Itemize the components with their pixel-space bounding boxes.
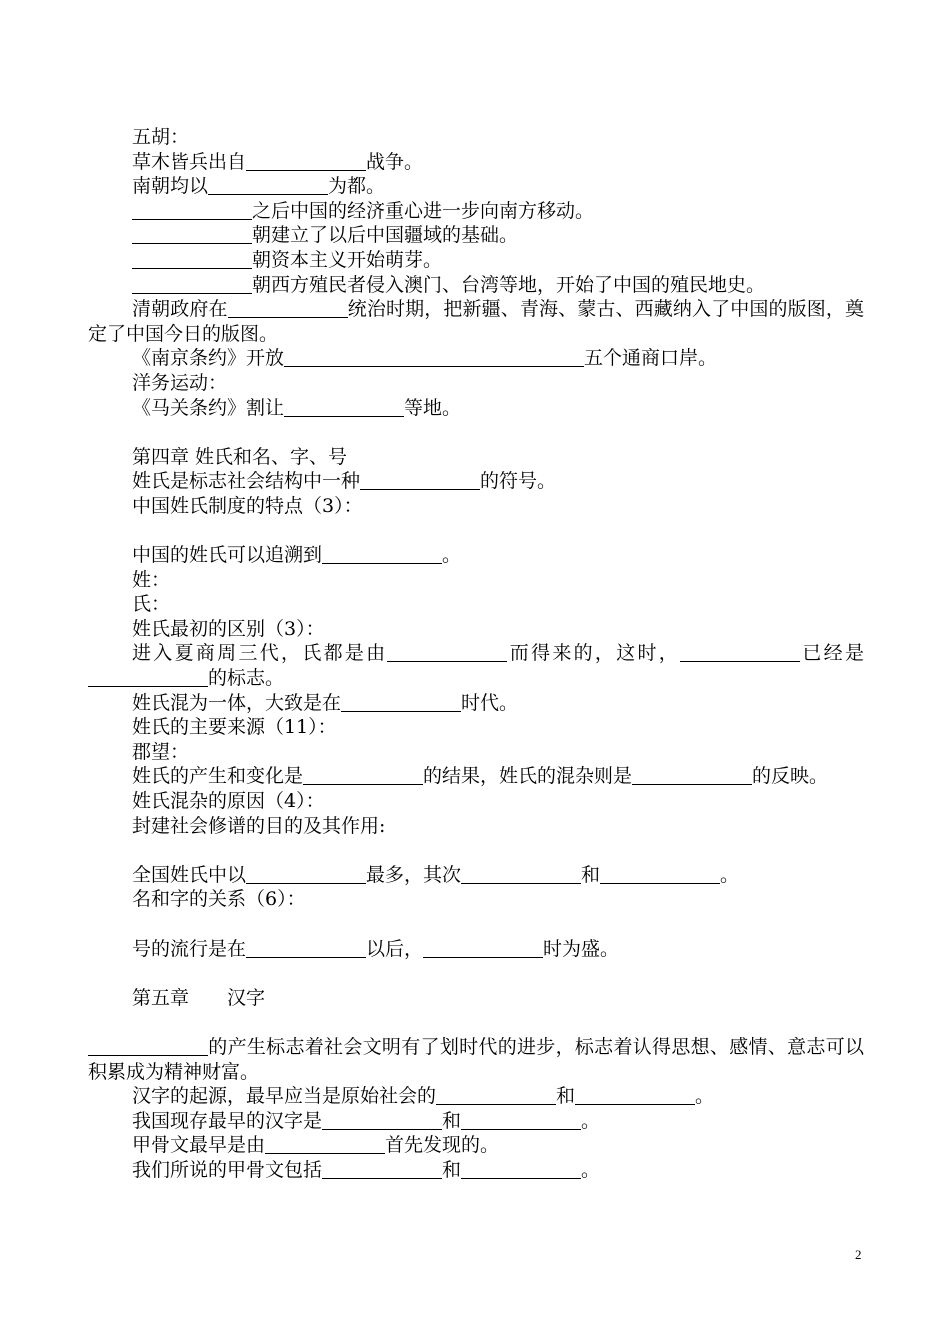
text-paragraph: 姓氏的产生和变化是 的结果，姓氏的混杂则是 的反映。 bbox=[132, 765, 829, 788]
text-line: 五胡： bbox=[132, 126, 190, 148]
text-line: 中国姓氏制度的特点（3）： bbox=[132, 494, 363, 517]
fill-blank bbox=[132, 275, 252, 294]
fill-blank bbox=[436, 1086, 556, 1105]
text-line: 全国姓氏中以 最多，其次 和 。 bbox=[132, 863, 740, 886]
text-paragraph: 进入夏商周三代，氏都是由 而得来的，这时， 已经是的标志。 bbox=[88, 641, 864, 690]
text-line: 封建社会修谱的目的及其作用: bbox=[132, 814, 386, 837]
text-line: 朝资本主义开始萌芽。 bbox=[88, 248, 864, 273]
fill-blank bbox=[246, 152, 366, 171]
text-line: 中国的姓氏可以追溯到 。 bbox=[132, 544, 462, 567]
text-line: 之后中国的经济重心进一步向南方移动。 bbox=[88, 199, 864, 224]
fill-blank bbox=[461, 1160, 581, 1179]
fill-blank bbox=[461, 865, 581, 884]
fill-blank bbox=[322, 1111, 442, 1130]
text-line: 《马关条约》割让 等地。 bbox=[132, 396, 462, 419]
fill-blank bbox=[387, 643, 507, 662]
text-line: 朝西方殖民者侵入澳门、台湾等地，开始了中国的殖民地史。 bbox=[88, 273, 864, 298]
text-paragraph: 清朝政府在 统治时期，把新疆、青海、蒙古、西藏纳入了中国的版图，奠定了中国今日的版图。 bbox=[88, 298, 864, 345]
fill-blank bbox=[303, 766, 423, 785]
fill-blank bbox=[341, 693, 461, 712]
fill-blank bbox=[246, 865, 366, 884]
text-line: 我们所说的甲骨文包括 和 。 bbox=[132, 1158, 601, 1181]
fill-blank bbox=[284, 398, 404, 417]
text-line: 姓氏最初的区别（3）： bbox=[132, 617, 325, 640]
text-line: 名和字的关系（6）： bbox=[132, 888, 306, 911]
fill-blank bbox=[360, 471, 480, 490]
fill-blank bbox=[88, 1037, 208, 1056]
text-line: 《南京条约》开放 五个通商口岸。 bbox=[132, 347, 718, 370]
fill-blank bbox=[132, 201, 252, 220]
fill-blank bbox=[284, 348, 584, 367]
fill-blank bbox=[322, 1160, 442, 1179]
fill-blank bbox=[575, 1086, 695, 1105]
text-paragraph: 的产生标志着社会文明有了划时代的进步，标志着认得思想、感情、意志可以积累成为精神财富。 bbox=[88, 1035, 864, 1083]
text-line: 郡望： bbox=[132, 740, 190, 763]
text-line: 姓氏是标志社会结构中一种 的符号。 bbox=[132, 470, 557, 493]
chapter-heading: 第四章 姓氏和名、字、号 bbox=[132, 445, 348, 468]
text-line: 甲骨文最早是由 首先发现的。 bbox=[132, 1134, 500, 1157]
fill-blank bbox=[246, 939, 366, 958]
text-line: 朝建立了以后中国疆域的基础。 bbox=[88, 223, 864, 248]
fill-blank bbox=[88, 668, 208, 687]
fill-blank bbox=[132, 225, 252, 244]
text-line: 姓氏混杂的原因（4）： bbox=[132, 790, 325, 813]
fill-blank bbox=[322, 545, 442, 564]
fill-blank bbox=[208, 176, 328, 195]
fill-blank bbox=[680, 643, 800, 662]
text-line: 汉字的起源，最早应当是原始社会的 和 。 bbox=[132, 1085, 715, 1108]
fill-blank bbox=[600, 865, 720, 884]
text-line: 氏： bbox=[132, 593, 171, 616]
fill-blank bbox=[461, 1111, 581, 1130]
text-line: 姓： bbox=[132, 568, 171, 591]
text-line: 姓氏混为一体，大致是在 时代。 bbox=[132, 691, 519, 714]
text-line: 姓氏的主要来源（11）： bbox=[132, 716, 337, 739]
text-line: 号的流行是在 以后， 时为盛。 bbox=[132, 937, 620, 960]
fill-blank bbox=[265, 1135, 385, 1154]
fill-blank bbox=[632, 766, 752, 785]
text-line: 草木皆兵出自 战争。 bbox=[132, 150, 424, 173]
page-number: 2 bbox=[855, 1247, 862, 1262]
text-line: 南朝均以 为都。 bbox=[132, 175, 386, 198]
text-line: 洋务运动： bbox=[132, 371, 228, 394]
fill-blank bbox=[132, 250, 252, 269]
document-body bbox=[88, 125, 864, 1183]
fill-blank bbox=[228, 299, 348, 318]
fill-blank bbox=[423, 939, 543, 958]
text-line: 我国现存最早的汉字是 和 。 bbox=[132, 1109, 601, 1132]
chapter-heading: 第五章 汉字 bbox=[132, 986, 266, 1009]
